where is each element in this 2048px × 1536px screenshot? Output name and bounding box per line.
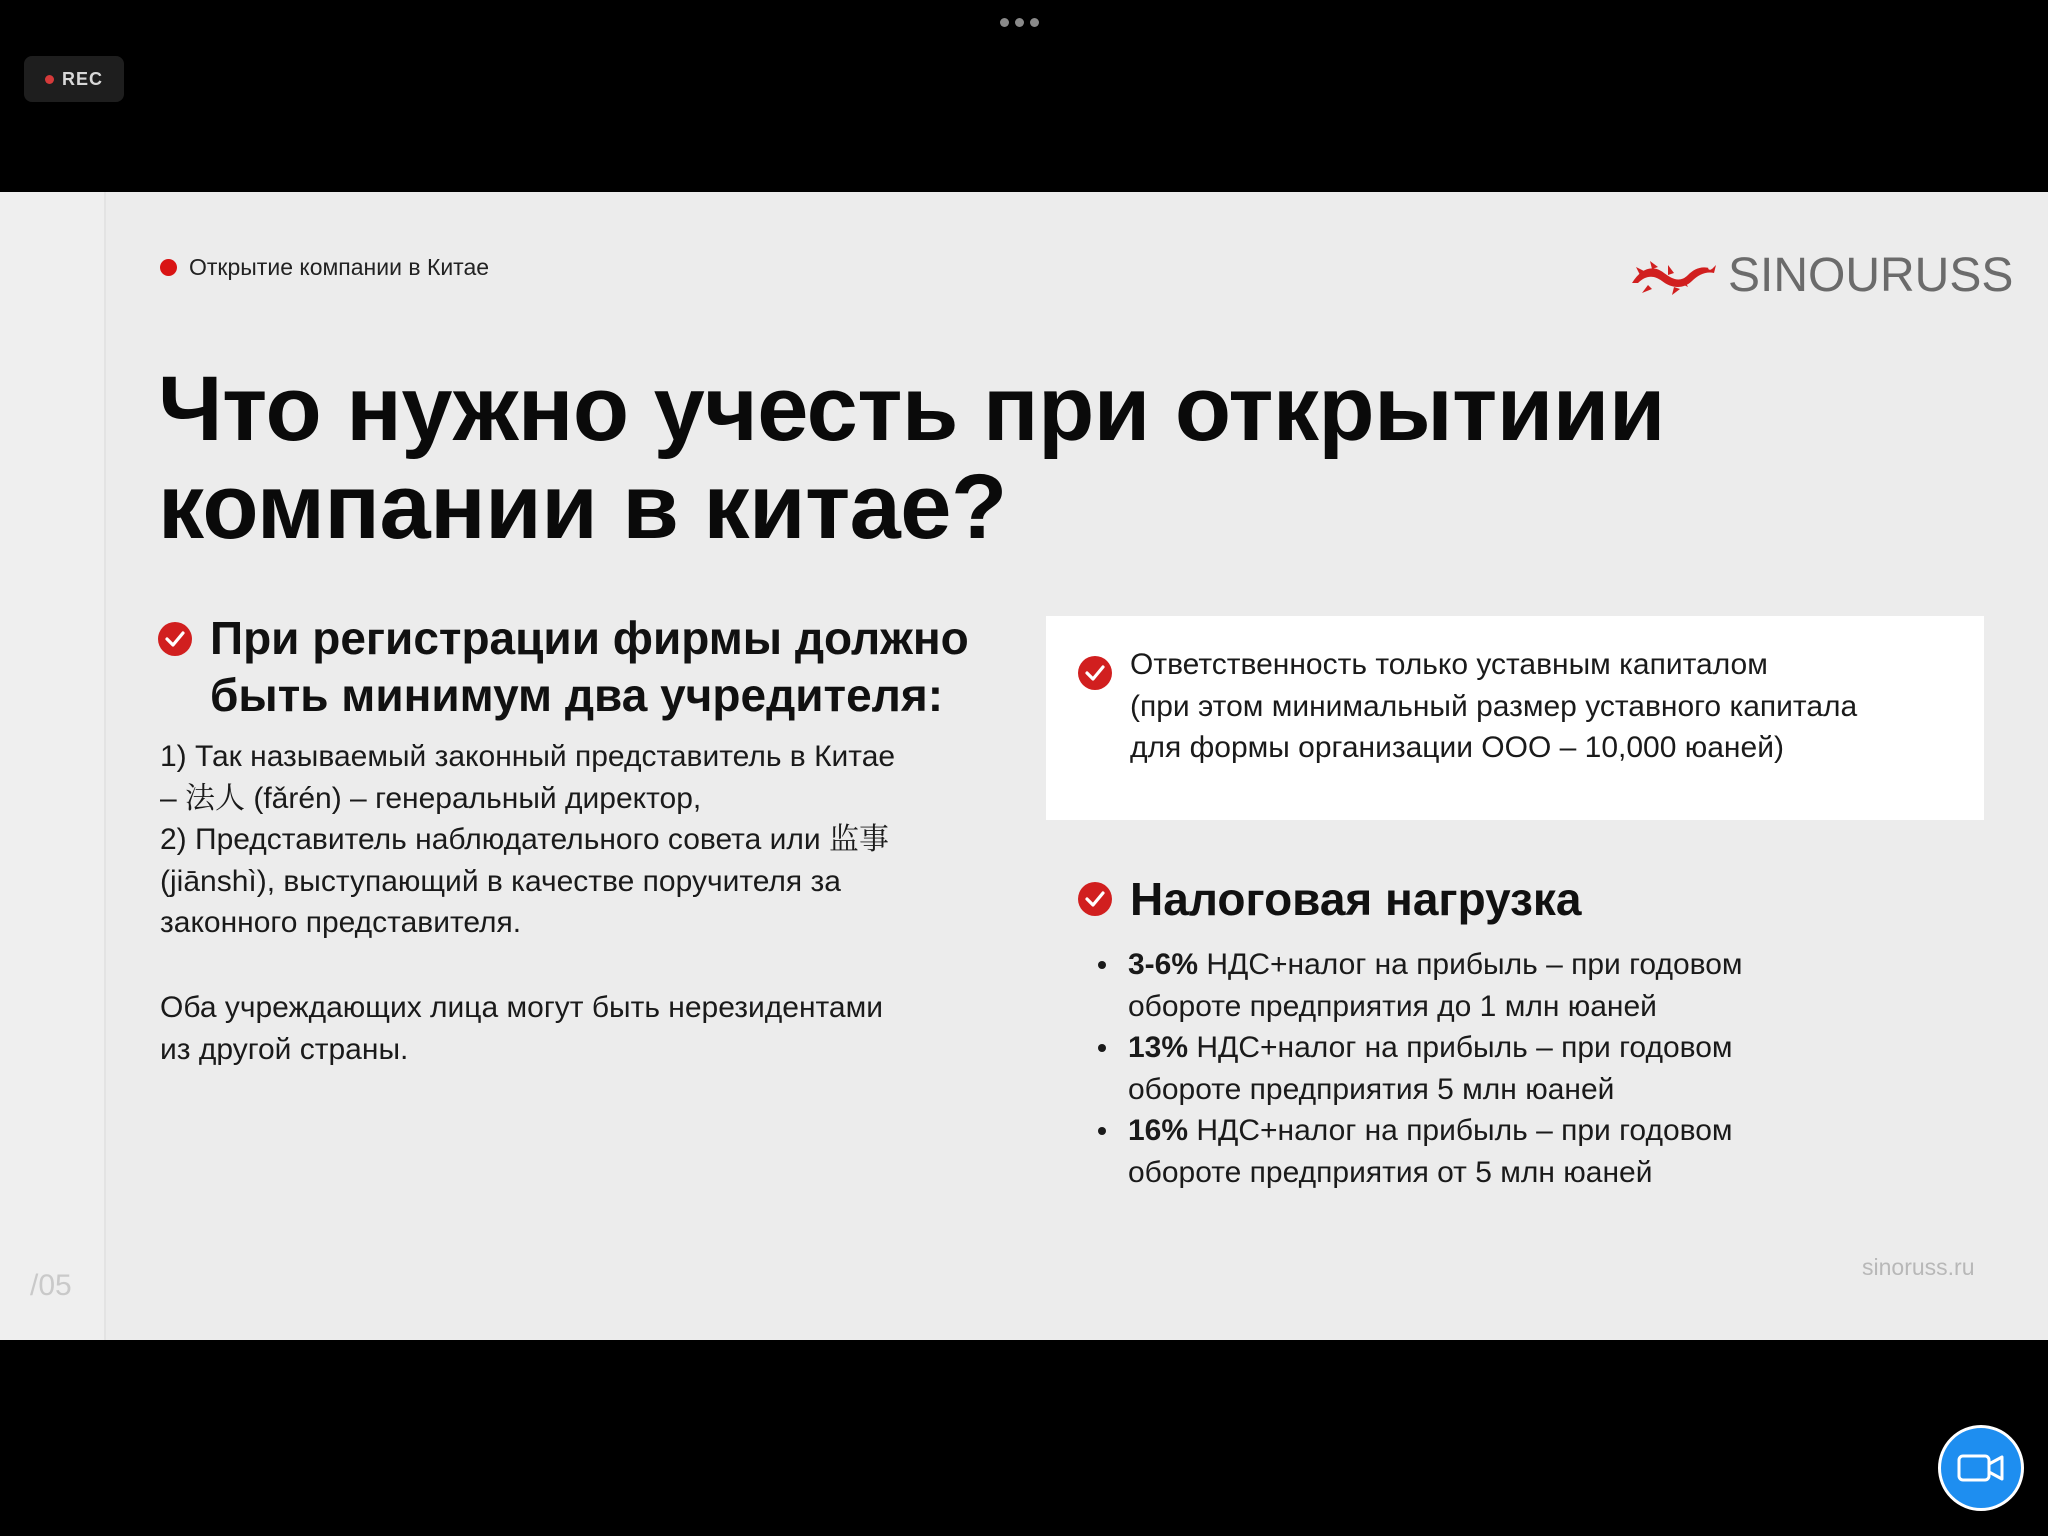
list-item [1094, 1027, 1854, 1110]
tax-item-line: обороте предприятия до 1 млн юаней [1128, 989, 1657, 1023]
founders-title-line: быть минимум два учредителя: [210, 669, 944, 721]
check-circle-icon [158, 622, 192, 656]
breadcrumb-label: Открытие компании в Китае [189, 254, 490, 280]
tax-item-line: обороте предприятия 5 млн юаней [1128, 1072, 1615, 1106]
recording-badge [24, 56, 124, 102]
text-line: (при этом минимальный размер уставного капитала [1130, 689, 1858, 723]
tax-item-line: обороте предприятия от 5 млн юаней [1128, 1155, 1653, 1189]
text-line: Оба учреждающих лица могут быть нерезидентами [160, 991, 883, 1024]
bullet-dot-icon [160, 259, 177, 276]
founders-description [160, 736, 960, 944]
video-camera-button[interactable] [1938, 1425, 2024, 1511]
founders-heading [158, 610, 1018, 724]
tax-title: Налоговая нагрузка [1130, 873, 1582, 925]
tax-item-line [1128, 944, 1854, 986]
founders-note [160, 987, 960, 1070]
capital-liability-card [1046, 616, 1984, 820]
title-line: компании в китае? [158, 456, 1007, 558]
tax-item-text: НДС+налог на прибыль – при годовом [1188, 1031, 1733, 1064]
list-item [1094, 944, 1854, 1027]
text-line: 2) Представитель наблюдательного совета или 监事 [160, 823, 889, 856]
tax-item-text: НДС+налог на прибыль – при годовом [1188, 1114, 1733, 1147]
text-line: из другой страны. [160, 1032, 409, 1066]
slide-title [158, 360, 1758, 556]
founders-title [210, 610, 969, 724]
founders-title-line: При регистрации фирмы должно [210, 612, 969, 664]
list-item [1094, 1110, 1854, 1193]
text-line: законного представителя. [160, 906, 522, 939]
tax-rate: 16% [1128, 1114, 1189, 1147]
tax-list [1094, 944, 1854, 1193]
sinoruss-logo [1628, 248, 2013, 303]
check-circle-icon [1078, 882, 1112, 916]
tax-rate: 13% [1128, 1031, 1189, 1064]
more-options-icon[interactable] [1000, 18, 1039, 27]
tax-rate: 3-6% [1128, 948, 1199, 981]
title-line: Что нужно учесть при открытиии [158, 358, 1665, 460]
recording-label: REC [61, 68, 103, 89]
text-line: 1) Так называемый законный представитель в Китае [160, 740, 896, 773]
dot [1000, 18, 1009, 27]
page-number: /05 [30, 1269, 72, 1302]
tax-heading [1078, 872, 1582, 926]
capital-row [1078, 644, 1950, 769]
logo-wordmark: SINOURUSS [1728, 249, 2014, 302]
dot [1030, 18, 1039, 27]
capital-text [1130, 644, 1950, 769]
presentation-slide [0, 192, 2048, 1340]
text-line: для формы организации ООО – 10,000 юаней) [1130, 731, 1784, 764]
slide-left-strip [0, 192, 106, 1340]
dragon-logo-icon [1628, 253, 1720, 299]
text-line: Ответственность только уставным капиталом [1130, 648, 1768, 681]
text-line: (jiānshì), выступающий в качестве поручителя за [160, 864, 841, 898]
website-footer: sinoruss.ru [1862, 1254, 1975, 1280]
dot [1015, 18, 1024, 27]
breadcrumb [160, 254, 489, 281]
check-circle-icon [1078, 656, 1112, 690]
recording-dot-icon [45, 75, 54, 84]
video-camera-icon [1956, 1451, 2006, 1485]
tax-item-text: НДС+налог на прибыль – при годовом [1198, 948, 1743, 981]
tax-item-line [1128, 1027, 1854, 1069]
tax-item-line [1128, 1110, 1854, 1152]
text-line: – 法人 (fǎrén) – генеральный директор, [160, 781, 702, 815]
